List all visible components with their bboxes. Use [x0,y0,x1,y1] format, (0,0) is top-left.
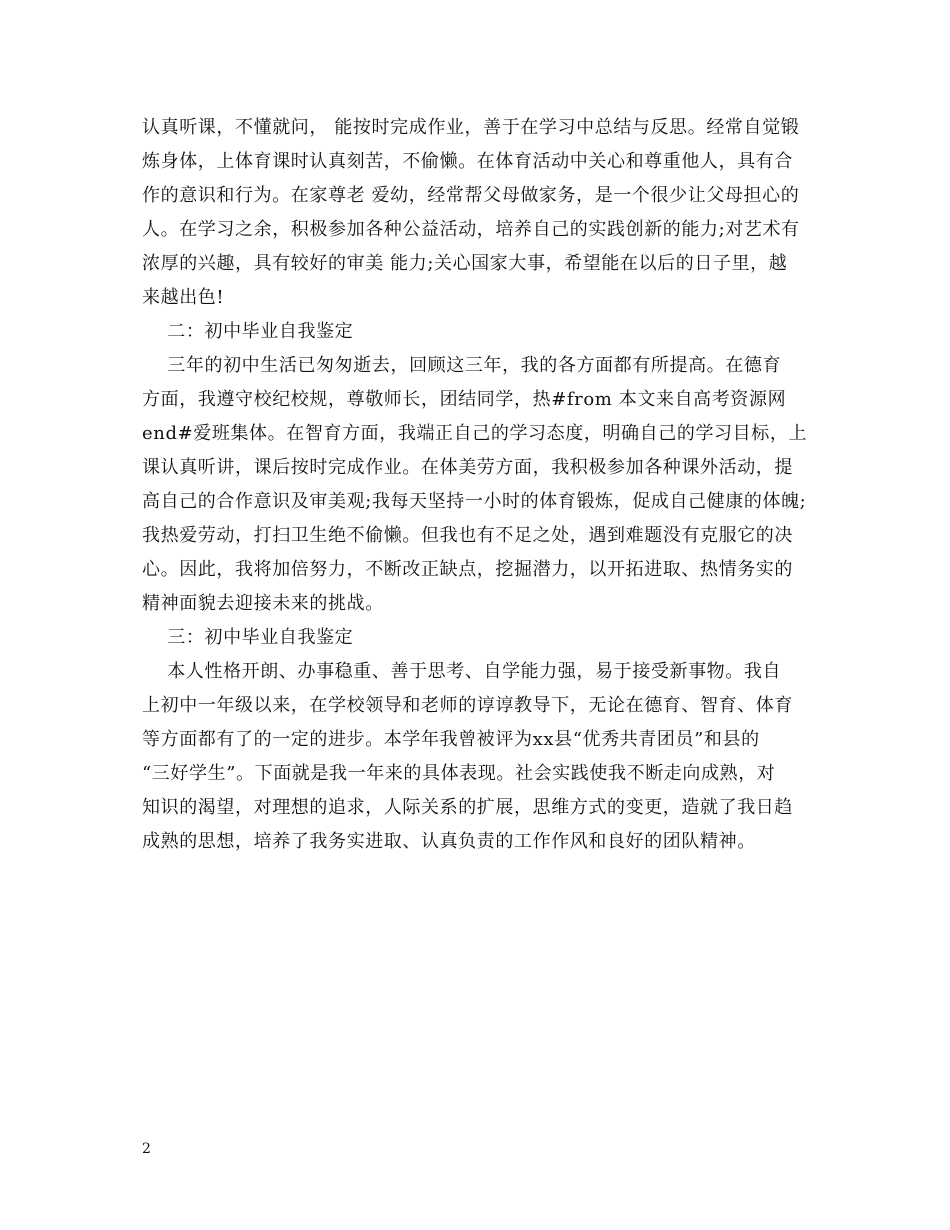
text-line: 上初中一年级以来，在学校领导和老师的谆谆教导下，无论在德育、智育、体育 [142,695,793,716]
page-number: 2 [142,1141,151,1157]
text-line: 炼身体，上体育课时认真刻苦，不偷懒。在体育活动中关心和尊重他人，具有合 [142,151,793,172]
section-heading: 二：初中毕业自我鉴定 [142,321,354,342]
text-line: 认真听课，不懂就问， 能按时完成作业，善于在学习中总结与反思。经常自觉锻 [142,117,800,138]
text-line: 课认真听讲，课后按时完成作业。在体美劳方面，我积极参加各种课外活动，提 [142,457,793,478]
text-line: “三好学生”。下面就是我一年来的具体表现。社会实践使我不断走向成熟，对 [142,763,776,784]
text-line: 作的意识和行为。在家尊老 爱幼，经常帮父母做家务，是一个很少让父母担心的 [142,185,800,206]
section-heading: 三：初中毕业自我鉴定 [142,627,354,648]
text-line: 三年的初中生活已匆匆逝去，回顾这三年，我的各方面都有所提高。在德育 [142,355,782,376]
text-line: 人。在学习之余，积极参加各种公益活动，培养自己的实践创新的能力;对艺术有 [142,219,800,240]
text-line: 精神面貌去迎接未来的挑战。 [142,593,384,614]
text-line: 成熟的思想，培养了我务实进取、认真负责的工作作风和良好的团队精神。 [142,831,756,852]
text-line: 等方面都有了的一定的进步。本学年我曾被评为xx县“优秀共青团员”和县的 [142,729,760,750]
text-line: 浓厚的兴趣，具有较好的审美 能力;关心国家大事，希望能在以后的日子里，越 [142,253,788,274]
text-line: end#爱班集体。在智育方面，我端正自己的学习态度，明确自己的学习目标，上 [142,423,808,444]
text-line: 心。因此，我将加倍努力，不断改正缺点，挖掘潜力，以开拓进取、热情务实的 [142,559,793,580]
text-line: 来越出色! [142,287,225,308]
text-line: 我热爱劳动，打扫卫生绝不偷懒。但我也有不足之处，遇到难题没有克服它的决 [142,525,793,546]
text-line: 高自己的合作意识及审美观;我每天坚持一小时的体育锻炼，促成自己健康的体魄; [142,491,807,512]
text-line: 本人性格开朗、办事稳重、善于思考、自学能力强，易于接受新事物。我自 [142,661,782,682]
text-line: 方面，我遵守校纪校规，尊敬师长，团结同学，热#from 本文来自高考资源网 [142,389,787,410]
text-line: 知识的渴望，对理想的追求，人际关系的扩展，思维方式的变更，造就了我日趋 [142,797,793,818]
